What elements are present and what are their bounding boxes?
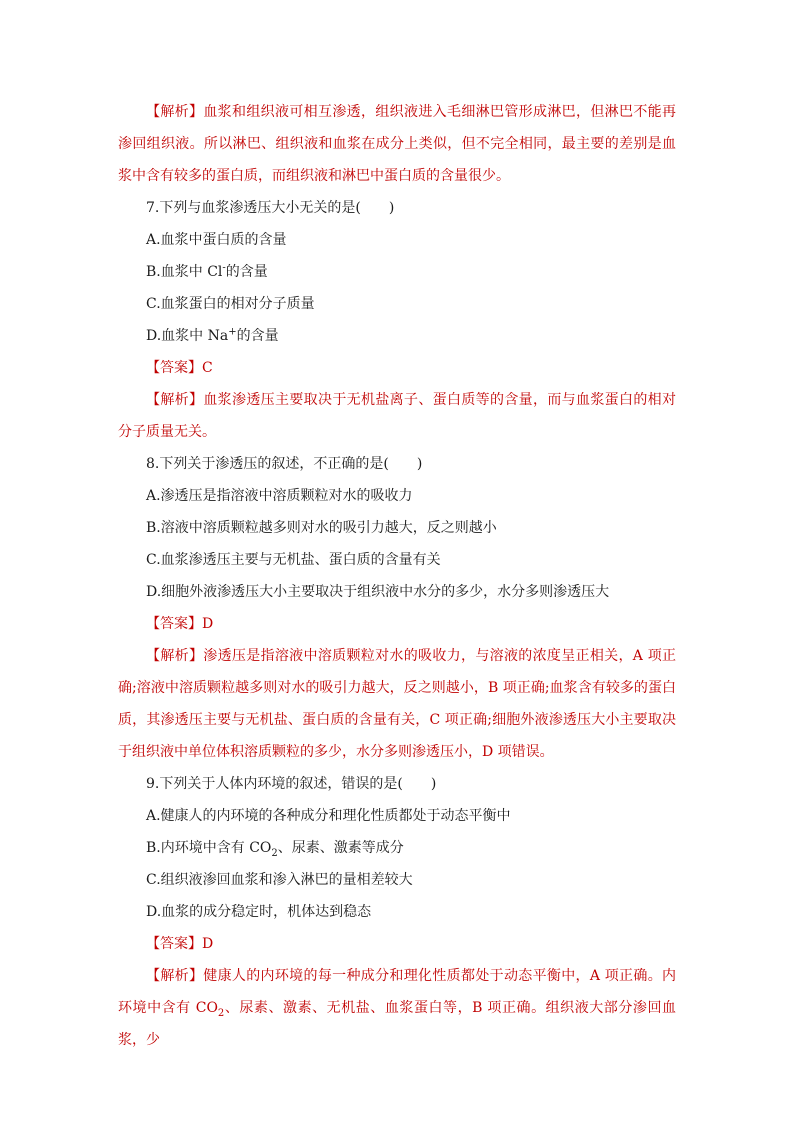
- q8-option-b: B.溶液中溶质颗粒越多则对水的吸引力越大，反之则越小: [146, 520, 497, 536]
- q9-option-b: B.内环境中含有 $CO_2$、尿素、激素等成分: [146, 840, 404, 859]
- answer-value: D: [202, 616, 214, 632]
- q8-option-a: A.渗透压是指溶液中溶质颗粒对水的吸收力: [146, 488, 413, 504]
- analysis-tag: 【解析】: [146, 392, 204, 408]
- question-7-stem: 7.下列与血浆渗透压大小无关的是( ): [146, 200, 395, 216]
- q7-option-b: B.血浆中 Cl-的含量: [146, 262, 268, 280]
- q7-option-a: A.血浆中蛋白质的含量: [146, 232, 287, 248]
- q9-option-a: A.健康人的内环境的各种成分和理化性质都处于动态平衡中: [146, 808, 511, 824]
- answer-tag: 【答案】: [146, 616, 202, 632]
- q8-option-c: C.血浆渗透压主要与无机盐、蛋白质的含量有关: [146, 552, 441, 568]
- analysis-tag: 【解析】: [146, 104, 204, 120]
- answer-tag: 【答案】: [146, 936, 202, 952]
- q9-option-c: C.组织液渗回血浆和渗入淋巴的量相差较大: [146, 872, 413, 888]
- answer-value: D: [202, 936, 214, 952]
- q9-analysis: 【解析】健康人的内环境的每一种成分和理化性质都处于动态平衡中，A 项正确。内环境中含有 $CO_2$、尿素、激素、无机盐、血浆蛋白等，B 项正确。组织液大部分渗回血浆，少: [118, 968, 677, 1048]
- answer-tag: 【答案】: [146, 360, 202, 376]
- q9-answer: [118, 928, 676, 960]
- q8-analysis: [118, 640, 676, 768]
- question-8-stem: 8.下列关于渗透压的叙述，不正确的是( ): [146, 456, 423, 472]
- q7-option-d: D.血浆中 Na+的含量: [146, 326, 279, 344]
- analysis-text: 血浆渗透压主要取决于无机盐离子、蛋白质等的含量，而与血浆蛋白的相对分子质量无关。: [118, 392, 677, 440]
- q8-answer: [118, 608, 676, 640]
- analysis-block-6: [118, 96, 676, 192]
- question-9-stem: 9.下列关于人体内环境的叙述，错误的是( ): [146, 776, 437, 792]
- q7-analysis: [118, 384, 676, 448]
- analysis-text: 渗透压是指溶液中溶质颗粒对水的吸收力，与溶液的浓度呈正相关，A 项正确;溶液中溶质颗粒越多则对水的吸引力越大，反之则越小，B 项正确;血浆含有较多的蛋白质，其渗透压主要与无机盐、蛋白质的含量有关，C 项正确;细胞外液渗透压大小主要取决于组织液中单位体积溶质颗粒的多少，水分多则渗透压小，D 项错误。: [118, 648, 677, 760]
- analysis-tag: 【解析】: [146, 648, 204, 664]
- q8-option-d: D.细胞外液渗透压大小主要取决于组织液中水分的多少，水分多则渗透压大: [146, 584, 610, 600]
- q9-option-d: D.血浆的成分稳定时，机体达到稳态: [146, 904, 372, 920]
- answer-value: C: [202, 360, 213, 376]
- analysis-tag: 【解析】: [146, 968, 204, 984]
- q7-option-c: C.血浆蛋白的相对分子质量: [146, 296, 315, 312]
- q7-answer: [118, 352, 676, 384]
- analysis-text: 血浆和组织液可相互渗透，组织液进入毛细淋巴管形成淋巴，但淋巴不能再渗回组织液。所以淋巴、组织液和血浆在成分上类似，但不完全相同，最主要的差别是血浆中含有较多的蛋白质，而组织液和淋巴中蛋白质的含量很少。: [118, 104, 677, 184]
